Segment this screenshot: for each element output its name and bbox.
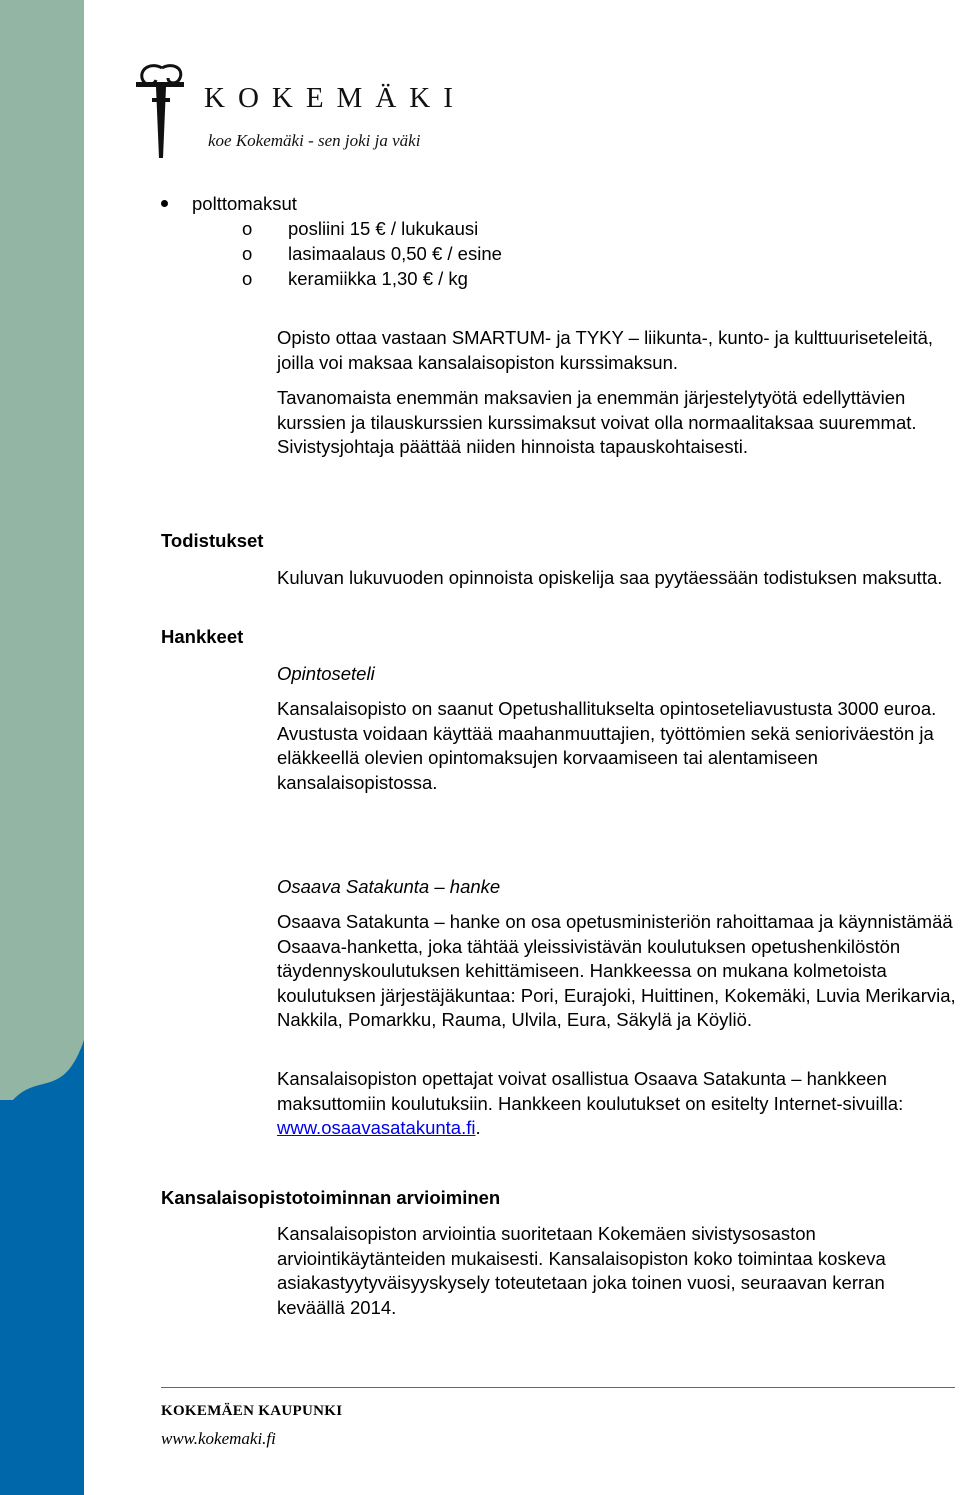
- fee-item: o lasimaalaus 0,50 € / esine: [242, 242, 502, 267]
- logo-name: KOKEMÄKI: [204, 82, 466, 114]
- circle-bullet-icon: o: [242, 243, 253, 264]
- circle-bullet-icon: o: [242, 268, 253, 289]
- projects-heading: Hankkeet: [161, 626, 244, 647]
- pricing-paragraph: Tavanomaista enemmän maksavien ja enemmän järjestelytyötä edellyttävien kurssien ja tilauskurssien kurssimaksut voivat olla normaalitaksaa suuremmat. Sivistysjohtaja päättää niiden hinnoista tapauskohtaisesti.: [277, 387, 917, 457]
- footer-divider: [161, 1387, 955, 1388]
- fee-item: o keramiikka 1,30 € / kg: [242, 267, 468, 292]
- side-band-wave: [0, 1000, 84, 1140]
- side-band-green: [0, 0, 84, 1100]
- footer-url: www.kokemaki.fi: [161, 1429, 276, 1448]
- circle-bullet-icon: o: [242, 218, 253, 239]
- certificates-text: Kuluvan lukuvuoden opinnoista opiskelija saa pyytäessään todistuksen maksutta.: [277, 567, 943, 588]
- certificates-heading: Todistukset: [161, 530, 264, 551]
- vouchers-paragraph: Opisto ottaa vastaan SMARTUM- ja TYKY – liikunta-, kunto- ja kulttuuriseteleitä, joilla voi maksaa kansalaisopiston kurssimaksun.: [277, 327, 934, 373]
- osaava-link[interactable]: www.osaavasatakunta.fi: [277, 1117, 476, 1138]
- side-band-blue: [0, 1100, 84, 1495]
- voucher-text: Kansalaisopisto on saanut Opetushallitukselta opintoseteliavustusta 3000 euroa. Avustusta voidaan käyttää maahanmuuttajien, työttömien sekä senioriväestön ja eläkkeellä olevien opintomaksujen korvaamiseen tai alentamiseen kansalaisopistossa.: [277, 698, 937, 793]
- bullet-icon: [161, 200, 168, 207]
- footer-name: KOKEMÄEN KAUPUNKI: [161, 1403, 343, 1419]
- voucher-title: Opintoseteli: [277, 663, 375, 684]
- logo-tagline: koe Kokemäki - sen joki ja väki: [208, 131, 421, 150]
- osaava-title: Osaava Satakunta – hanke: [277, 876, 501, 897]
- evaluation-text: Kansalaisopiston arviointia suoritetaan Kokemäen sivistysosaston arviointikäytänteiden mukaisesti. Kansalaisopiston koko toimintaa koskeva asiakastyytyväisyyskysely toteutetaan joka toinen vuosi, seuraavan kerran keväällä 2014.: [277, 1223, 886, 1318]
- osaava-text: Osaava Satakunta – hanke on osa opetusministeriön rahoittamaa ja käynnistämää Osaava-hanketta, joka tähtää yleissivistävän koulutuksen opetushenkilöstön täydennyskoulutuksen kehittämiseen. Hankkeessa on mukana kolmetoista koulutuksen järjestäjäkuntaa: Pori, Eurajoki, Huittinen, Kokemäki, Luvia Merikarvia, Nakkila, Pomarkku, Rauma, Ulvila, Eura, Säkylä ja Köyliö.: [277, 911, 956, 1030]
- osaava-text-2: Kansalaisopiston opettajat voivat osallistua Osaava Satakunta – hankkeen maksuttomiin koulutuksiin. Hankkeen koulutukset on esitelty Internet-sivuilla: www.osaavasatakunta.fi.: [277, 1068, 904, 1138]
- fees-bullet: polttomaksut: [192, 193, 297, 214]
- fee-item: o posliini 15 € / lukukausi: [242, 217, 478, 242]
- evaluation-heading: Kansalaisopistotoiminnan arvioiminen: [161, 1187, 501, 1208]
- kokemaki-logo-icon: [132, 60, 188, 160]
